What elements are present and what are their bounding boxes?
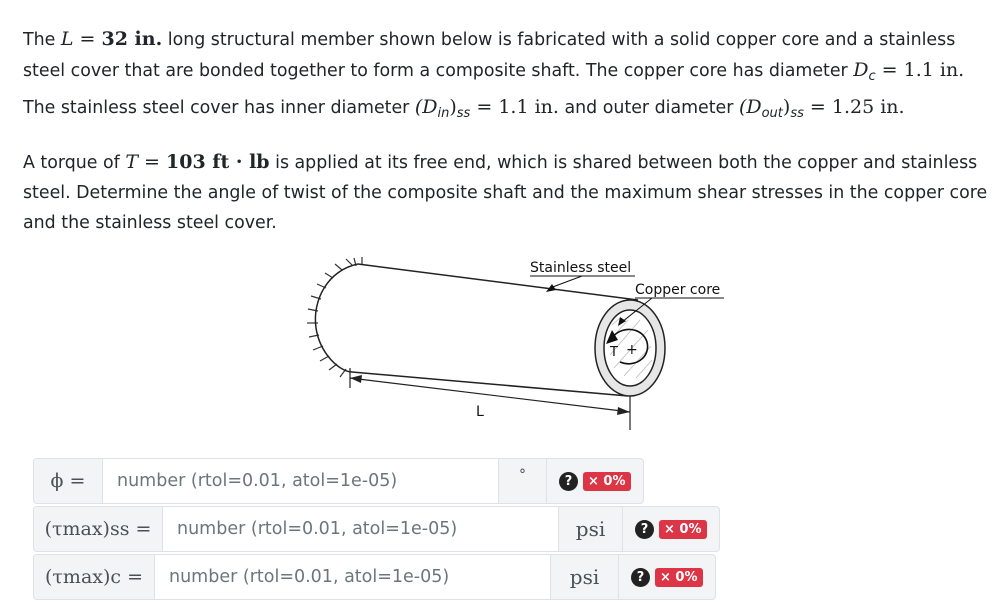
phi-unit: ° — [499, 458, 547, 504]
tau-ss-status — [623, 506, 720, 552]
score-badge: × 0% — [655, 568, 703, 587]
tau-c-label: (τmax)c = — [33, 554, 155, 600]
tau-c-unit: psi — [551, 554, 619, 600]
tau-ss-label: (τmax)ss = — [33, 506, 163, 552]
dim-arrow-right — [617, 407, 630, 415]
equals: = — [138, 151, 166, 173]
Dout-ss: ss — [790, 106, 804, 121]
dim-line — [350, 378, 630, 412]
dim-arrow-left — [350, 375, 362, 383]
answer-row-phi — [33, 458, 644, 504]
Dout-value: 1.25 in. — [831, 96, 905, 118]
help-icon[interactable]: ? — [631, 568, 650, 587]
Din-close: ) — [449, 96, 457, 118]
text: is applied at its free end, which is shared between both the copper and stainless steel. Determine the angle of twist of the composite shaft and the maximum shear stresses in the copper core and the stainless steel cover. — [23, 153, 988, 233]
equals: = — [73, 28, 102, 50]
help-icon[interactable]: ? — [559, 472, 578, 491]
Dout-symbol: (D — [738, 96, 762, 118]
Dout-subscript: out — [761, 106, 783, 121]
tau-ss-input[interactable]: number (rtol=0.01, atol=1e-05) — [163, 506, 559, 552]
text: and outer diameter — [558, 98, 739, 118]
help-icon[interactable]: ? — [635, 520, 654, 539]
score-badge: × 0% — [583, 472, 631, 491]
T-symbol: T — [125, 151, 138, 173]
T-value: 103 ft · lb — [166, 151, 270, 173]
tau-c-status — [619, 554, 716, 600]
L-value: 32 in. — [101, 28, 163, 50]
answer-row-tau-ss — [33, 506, 720, 552]
dim-L-label: L — [476, 404, 484, 420]
torque-T-label: T — [610, 345, 618, 360]
shaft-figure — [290, 250, 750, 440]
Din-ss: ss — [456, 106, 471, 121]
tau-ss-unit: psi — [559, 506, 623, 552]
text: A torque of — [23, 153, 126, 173]
text: The stainless steel cover has inner diameter — [23, 98, 415, 118]
equals: = — [470, 96, 499, 118]
Din-symbol: (D — [414, 96, 438, 118]
answer-row-tau-c — [33, 554, 716, 600]
L-symbol: L — [60, 28, 74, 50]
Din-value: 1.1 in. — [498, 96, 559, 118]
torque-plus-label: + — [626, 342, 638, 358]
steel-leader — [550, 276, 582, 288]
problem-statement — [23, 24, 993, 256]
Dc-symbol: D — [853, 59, 869, 81]
Dout-close: ) — [782, 96, 791, 118]
tau-c-input[interactable]: number (rtol=0.01, atol=1e-05) — [155, 554, 551, 600]
shaft-bottom-edge — [352, 372, 628, 396]
equals: = — [803, 96, 832, 118]
phi-input[interactable]: number (rtol=0.01, atol=1e-05) — [103, 458, 499, 504]
text: long structural member shown below is fabricated with a solid copper core and a stainless steel cover that are bonded together to form a composite shaft. The copper core has diameter — [23, 30, 956, 81]
shaft-fixed-end — [315, 264, 358, 372]
problem-paragraph-1 — [23, 24, 993, 129]
Dc-subscript: c — [868, 69, 876, 84]
phi-label: ϕ = — [33, 458, 103, 504]
text: The — [23, 30, 61, 50]
score-badge: × 0% — [659, 520, 707, 539]
copper-core-label: Copper core — [635, 282, 721, 298]
phi-status — [547, 458, 644, 504]
problem-paragraph-2 — [23, 147, 993, 238]
stainless-steel-label: Stainless steel — [530, 260, 632, 276]
Dc-value: 1.1 in. — [903, 59, 965, 81]
equals: = — [875, 59, 904, 81]
Din-subscript: in — [437, 106, 450, 121]
